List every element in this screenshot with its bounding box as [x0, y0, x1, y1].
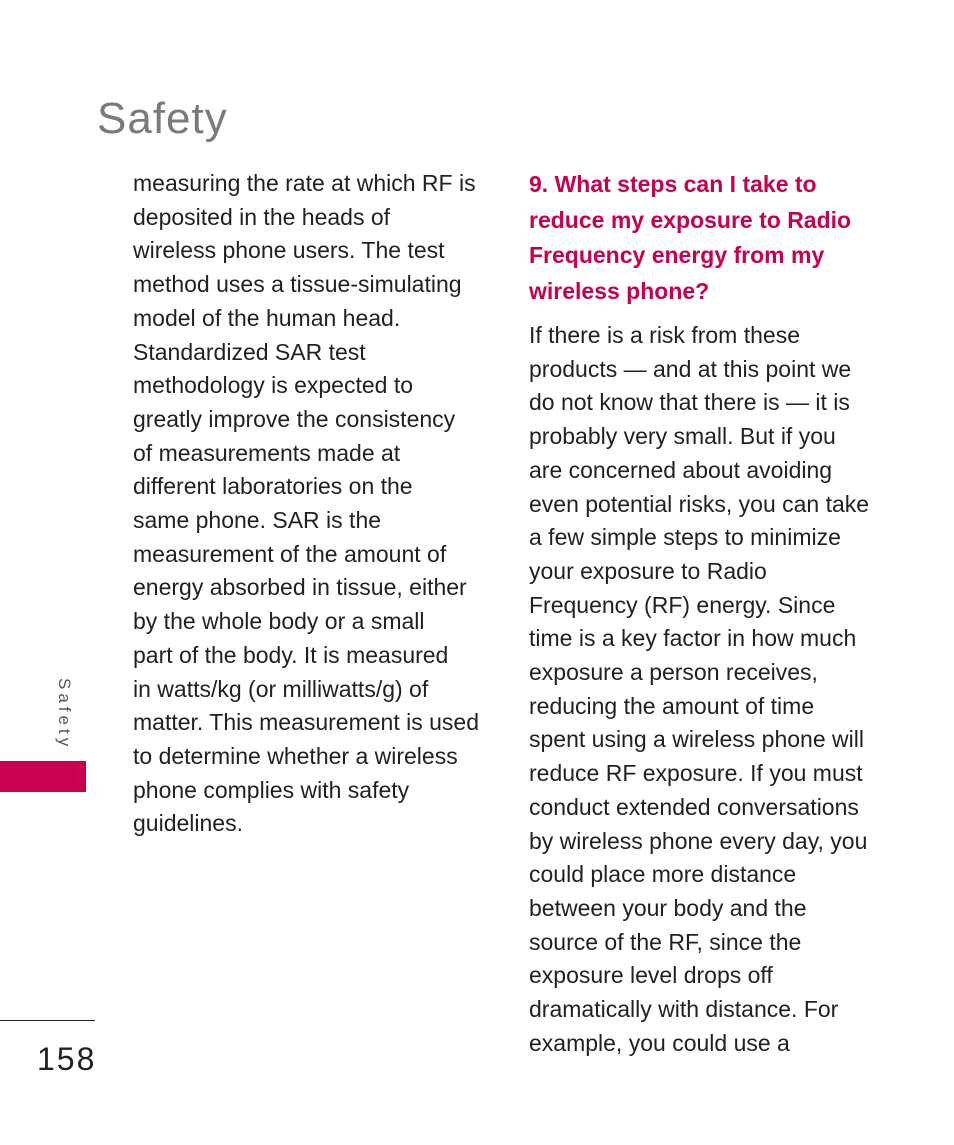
body-paragraph: If there is a risk from these products — and at this point we do not know that there is — it is probably very small. But if you are concerned about avoiding even potential risks, you can take a few simple steps to minimize your exposure to Radio Frequency (RF) energy. Since time is a key factor in how much exposure a person receives, reducing the amount of time spent using a wireless phone will reduce RF exposure. If you must conduct extended conversations by wireless phone every day, you could place more distance between your body and the source of the RF, since the exposure level drops off dramatically with distance. For example, you could use a — [529, 322, 870, 1056]
side-tab-label: Safety — [55, 678, 74, 751]
side-tab-marker — [0, 761, 86, 792]
body-paragraph: measuring the rate at which RF is deposited in the heads of wireless phone users. The test method uses a tissue-simulating model of the human head. Standardized SAR test methodology is expected to greatly improve the consistency of measurements made at different laboratories on the same phone. SAR is the measurement of the amount of energy absorbed in tissue, either by the whole body or a small part of the body. It is measured in watts/kg (or milliwatts/g) of matter. This measurement is used to determine whether a wireless phone complies with safety guidelines. — [133, 170, 479, 837]
page-title: Safety — [97, 94, 228, 144]
footer-divider — [0, 1020, 95, 1021]
left-column — [133, 167, 488, 841]
page-number: 158 — [37, 1041, 97, 1077]
right-column — [529, 167, 889, 1060]
section-heading: 9. What steps can I take to reduce my exposure to Radio Frequency energy from my wireless phone? — [529, 171, 852, 304]
